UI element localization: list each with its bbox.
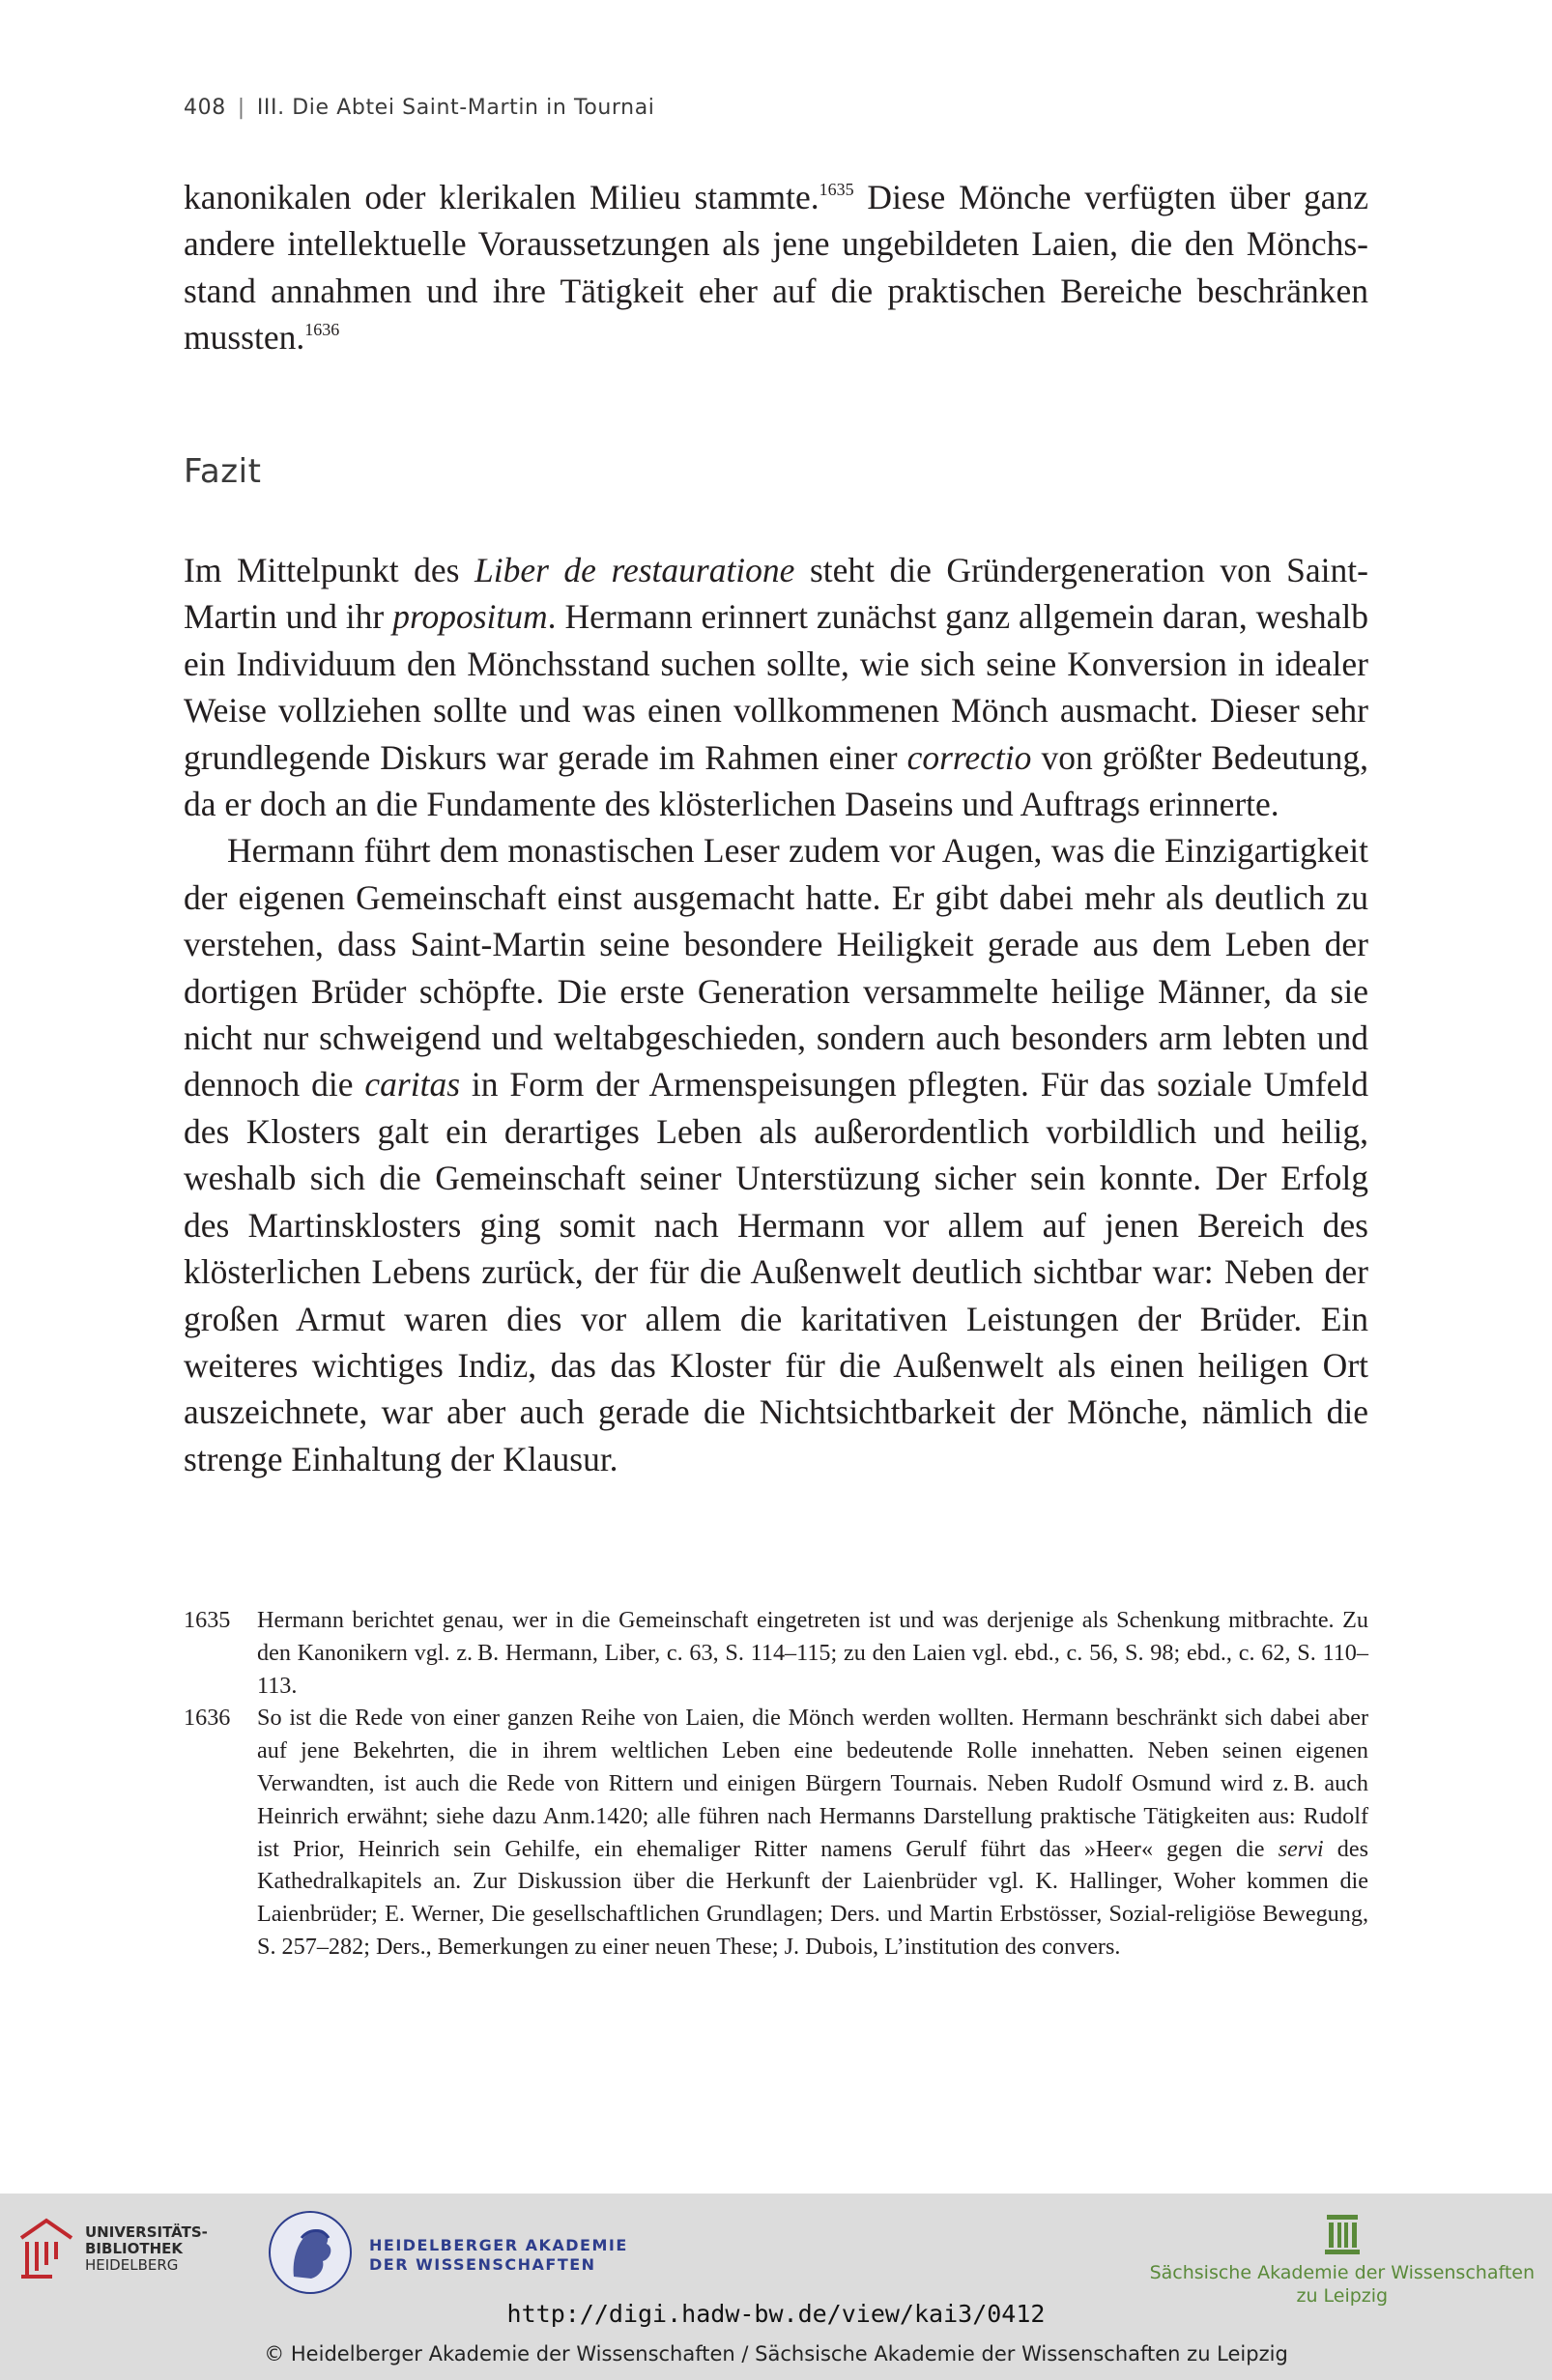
saw-line-1: Sächsische Akademie der Wissenschaften (1149, 2262, 1535, 2283)
footnote-ref-1636[interactable]: 1636 (304, 320, 340, 340)
running-title: III. Die Abtei Saint-Martin in Tournai (256, 96, 655, 120)
text-segment: des Kathedralkapitels an. Zur Diskussion über die Herkunft der Laienbrüder vgl. K. Hallinger, Woher kommen die Laienbrüder; E. Werner, Die gesellschaftlichen Grundlagen; Ders. und Martin Erbstösser, Sozial-religiöse Bewegung, S. 257–282; Ders., Bemerkungen zu einer neuen These; J. Dubois, L’institution des convers. (257, 1835, 1368, 1960)
permalink-url[interactable]: http://digi.hadw-bw.de/view/kai3/0412 (506, 2300, 1046, 2328)
italic-term: servi (1278, 1835, 1324, 1862)
footnotes (184, 1604, 1368, 1964)
section-heading: Fazit (184, 452, 262, 491)
athena-head-icon (267, 2209, 354, 2301)
text-segment: steht die Gründergeneration von Saint-Martin und ihr (184, 551, 1368, 637)
footnote-1636 (184, 1702, 1368, 1963)
paragraph (184, 174, 1368, 361)
ub-line-3: HEIDELBERG (85, 2256, 179, 2274)
page-number: 408 (184, 96, 226, 120)
ub-heidelberg-logo[interactable] (17, 2213, 208, 2285)
library-building-icon (17, 2213, 75, 2285)
text-segment: Hermann führt dem monastischen Leser zudem vor Augen, was die Einzigartigkeit der eigenen Gemeinschaft einst ausgemacht hatte. Er gibt dabei mehr als deutlich zu verstehen, dass Saint-Martin seine besondere Heiligkeit gerade aus dem Leben der dortigen Brüder schöpfte. Die erste Generation versammelte heilige Männer, da sie nicht nur schweigend und weltabgeschieden, sondern auch besonders arm lebten und dennoch die (184, 831, 1368, 1104)
continuation-paragraph (184, 174, 1368, 361)
hadw-line-1: HEIDELBERGER AKADEMIE (369, 2235, 628, 2254)
italic-term: correctio (906, 737, 1032, 777)
ub-line-2: BIBLIOTHEK (85, 2240, 183, 2257)
italic-term: Liber de restauratione (474, 551, 795, 589)
text-segment: in Form der Armenspeisungen pflegten. Für das soziale Umfeld des Klosters galt ein derartiges Leben als außerordentlich vorbildlich und heilig, weshalb sich die Gemeinschaft seiner Unterstüzung sicher sein konnte. Der Erfolg des Martinsklosters ging somit nach Hermann vor allem auf jenen Bereich des klösterlichen Lebens zurück, der für die Außenwelt deutlich sichtbar war: Neben der großen Armut waren dies vor allem die karitativen Leistungen der Brüder. Ein weiteres wichtiges Indiz, das das Kloster für die Außenwelt als einen heiligen Ort auszeichnete, war aber auch gerade die Nichtsichtbarkeit der Mönche, nämlich die strenge Einhaltung der Klausur. (184, 1065, 1368, 1478)
footnote-text (257, 1604, 1368, 1702)
footnote-number: 1636 (184, 1705, 231, 1732)
hadw-line-2: DER WISSENSCHAFTEN (369, 2254, 596, 2274)
building-facade-icon (1150, 2211, 1535, 2255)
text-segment: kanonikalen oder klerikalen Milieu stammte. (184, 178, 819, 216)
text-segment: Im Mittelpunkt des (184, 551, 474, 589)
paragraph-1 (184, 547, 1368, 827)
footnote-text (257, 1702, 1368, 1963)
text-segment: Diese Mönche verfügten über ganz andere intellektuelle Voraussetzungen als jene ungebildeten Laien, die den Mönchsstand annahmen und ihre Tätigkeit eher auf die praktischen Bereiche beschränken mussten. (184, 178, 1368, 358)
italic-term: caritas (364, 1065, 461, 1104)
saw-leipzig-logo[interactable] (1150, 2211, 1535, 2308)
header-separator: | (237, 96, 245, 120)
footnote-1635 (184, 1604, 1368, 1702)
italic-term: propositum (392, 597, 548, 637)
running-header (184, 96, 655, 120)
paragraph-2 (184, 827, 1368, 1482)
hadw-logo[interactable] (267, 2209, 628, 2301)
hadw-logo-text (369, 2236, 628, 2275)
text-segment: Hermann berichtet genau, wer in die Gemeinschaft eingetreten ist und was derjenige als Schenkung mitbrachte. Zu den Kanonikern vgl. z. B. Hermann, Liber, c. 63, S. 114–115; zu den Laien vgl. ebd., c. 56, S. 98; ebd., c. 62, S. 110–113. (257, 1607, 1368, 1699)
text-segment: So ist die Rede von einer ganzen Reihe von Laien, die Mönch werden wollten. Hermann beschränkt sich dabei aber auf jene Bekehrten, die in ihrem weltlichen Leben eine bedeutende Rolle innehatten. Neben seinen eigenen Verwandten, ist auch die Rede von Rittern und einigen Bürgern Tournais. Neben Rudolf Osmund wird z. B. auch Heinrich erwähnt; siehe dazu Anm.1420; alle führen nach Hermanns Darstellung praktische Tätigkeiten aus: Rudolf ist Prior, Heinrich sein Gehilfe, ein ehemaliger Ritter namens Gerulf führt das »Heer« gegen die (257, 1705, 1368, 1862)
ub-logo-text (85, 2224, 208, 2274)
footnote-ref-1635[interactable]: 1635 (819, 180, 854, 199)
ub-line-1: UNIVERSITÄTS- (85, 2223, 208, 2241)
section-body (184, 547, 1368, 1482)
copyright-notice: © Heidelberger Akademie der Wissenschaften / Sächsische Akademie der Wissenschaften zu Leipzig (264, 2342, 1288, 2366)
footnote-number: 1635 (184, 1607, 231, 1633)
saw-line-2: zu Leipzig (1296, 2285, 1389, 2307)
text-segment: . Hermann erinnert zunächst ganz allgemein daran, weshalb ein Individuum den Mönchsstand suchen sollte, wie sich seine Konversion in idealer Weise vollziehen sollte und was einen vollkommenen Mönch ausmacht. Dieser sehr grundlegende Diskurs war gerade im Rahmen einer (184, 597, 1368, 777)
text-segment: von größter Bedeutung, da er doch an die Fundamente des klösterlichen Daseins und Auftrags erinnerte. (184, 737, 1368, 824)
